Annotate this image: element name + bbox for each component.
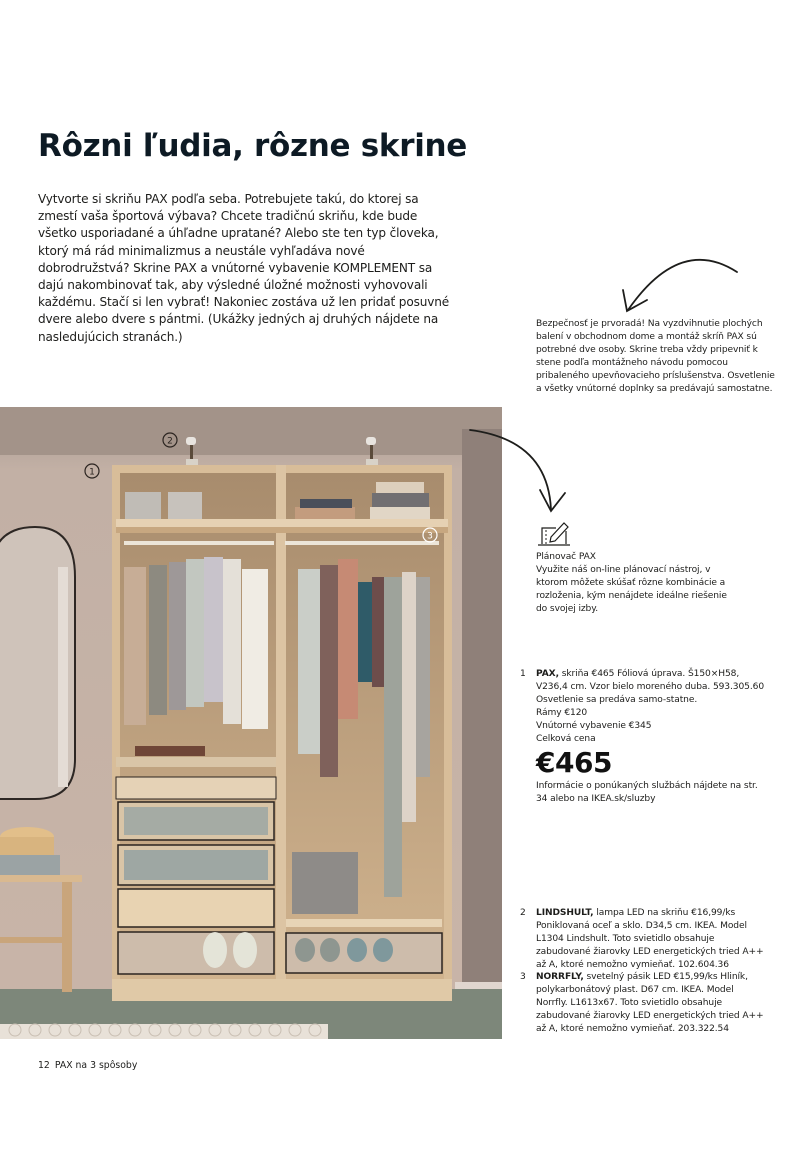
total-price: €465 (536, 746, 612, 780)
wardrobe-photo (0, 407, 502, 1039)
page-number: 12 (38, 1060, 50, 1071)
product-lindshult (520, 907, 766, 972)
intro-paragraph: Vytvorte si skriňu PAX podľa seba. Potrebujete takú, do ktorej sa zmestí vaša športová výbava? Chcete tradičnú skriňu, kde bude všetko usporiadané a úhľadne upratané? Alebo ste ten typ človeka, ktorý má rád minimalizmus a neustále vyhľadáva nové dobrodružstvá? Skrine PAX a vnútorné vybavenie KOMPLEMENT sa dajú nakombinovať tak, aby výsledné úložné možnosti vyhovovali každému. Stačí si len vybrať! Nakoniec zostáva už len pridať posuvné dvere alebo dvere s pántmi. (Ukážky jedných aj druhých nájdete na nasledujúcich stranách.) (38, 192, 450, 344)
product-description: lampa LED na skriňu €16,99/ks Poniklovaná oceľ a sklo. D34,5 cm. IKEA. Model L1304 Lindshult. Toto svietidlo obsahuje zabudované žiarovky LED energetických tried A++ až A, ktoré nemožno vymieňať. 102.604.36 (536, 908, 764, 970)
total-label: Celková cena (536, 733, 596, 744)
planner-block (536, 519, 736, 616)
product-number: 2 (520, 908, 526, 918)
product-number: 3 (520, 972, 526, 982)
product-pax (520, 668, 766, 806)
product-norrfly (520, 971, 766, 1036)
product-name: NORRFLY, (536, 972, 584, 982)
frames-price: Rámy €120 (536, 707, 588, 718)
planner-title: Plánovač PAX (536, 552, 596, 562)
planner-text: Využite náš on-line plánovací nástroj, v ktorom môžete skúšať rôzne kombinácie a rozloženia, kým nenájdete ideálne riešenie do svojej izby. (536, 564, 727, 614)
product-number: 1 (520, 669, 526, 679)
svg-text:3: 3 (427, 531, 433, 542)
svg-text:1: 1 (89, 467, 95, 478)
safety-note: Bezpečnosť je prvoradá! Na vyzdvihnutie plochých balení v obchodnom dome a montáž skríň PAX sú potrebné dve osoby. Skrine treba vždy pripevniť k stene podľa montážneho návodu pomocou pribaleného upevňovacieho príslušenstva. Osvetlenie a všetky vnútorné doplnky sa predávajú samostatne. (536, 319, 775, 394)
page-footer (38, 1060, 137, 1071)
services-note: Informácie o ponúkaných službách nájdete na str. 34 alebo na IKEA.sk/sluzby (536, 781, 758, 805)
product-description: svetelný pásik LED €15,99/ks Hliník, polykarbonátový plast. D67 cm. IKEA. Model Norrfly. L1613x67. Toto svietidlo obsahuje zabudované žiarovky LED energetických tried A++ až A, ktoré nemožno vymieňať. 203.322.54 (536, 972, 764, 1034)
wardrobe-illustration (0, 407, 502, 1039)
product-name: LINDSHULT, (536, 908, 594, 918)
product-description: skriňa €465 Fóliová úprava. Š150×H58, V236,4 cm. Vzor bielo moreného duba. 593.305.60 Osvetlenie sa predáva samo-statne. (536, 669, 765, 705)
svg-text:2: 2 (167, 436, 173, 447)
page-title: Rôzni ľudia, rôzne skrine (38, 128, 468, 164)
curved-arrow-icon (623, 260, 737, 311)
interior-price: Vnútorné vybavenie €345 (536, 720, 652, 731)
product-name: PAX, (536, 669, 559, 679)
pencil-planner-icon (536, 519, 572, 547)
section-name: PAX na 3 spôsoby (54, 1060, 138, 1071)
